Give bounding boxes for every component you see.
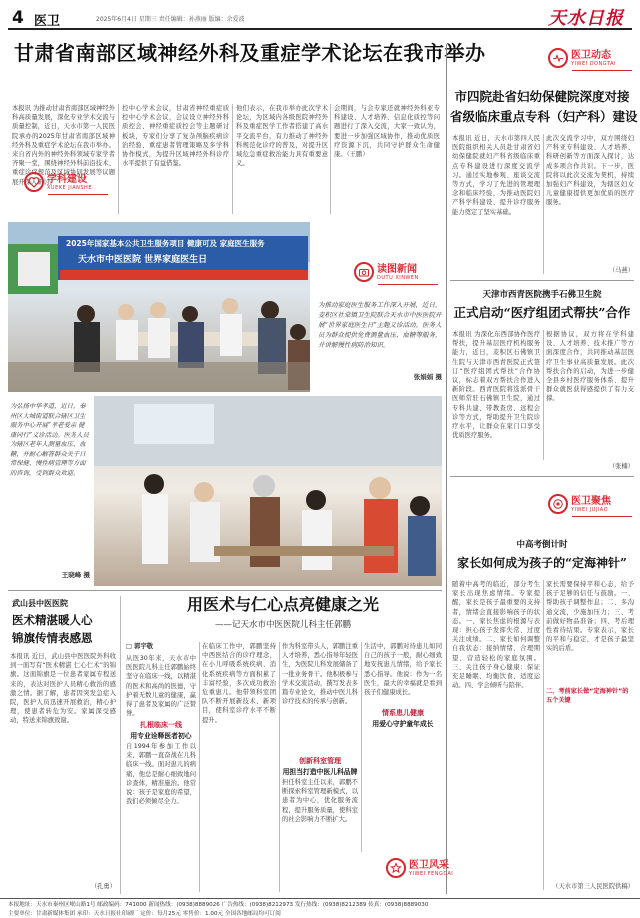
badge-dongtai — [548, 48, 616, 68]
badge-fengcai — [386, 858, 453, 878]
guopeng-col-3: 作为科室带头人，郭鹏注重人才培养，悉心指导年轻医生，为医院儿科发展储备了一批业务骨干。他积极参与学术交流活动，撰写发表多篇专业论文，推动中医儿科诊疗技术的传承与创新。 — [282, 643, 358, 706]
guopeng-sub2: 创新科室管理 — [299, 757, 341, 765]
guopeng-col-2: 在临床工作中，郭鹏坚持中西医结合的诊疗理念，在小儿呼吸系统疾病、消化系统疾病等方面积累了丰富经验，多次成功救治危重患儿。他带领科室团队不断开展新技术、新项目，使科室诊疗水平不断提升。 — [202, 643, 276, 724]
badge-label: 医卫风采 — [409, 859, 449, 871]
rule — [361, 642, 362, 852]
camera-icon — [354, 262, 374, 282]
guopeng-subtitle: ——记天水市中医医院儿科主任郭鹏 — [214, 620, 351, 630]
badge-label: 医卫动态 — [571, 49, 611, 61]
badge-underline — [378, 284, 438, 285]
guopeng-col-4: 担任科室主任以来，郭鹏不断探索科室管理新模式，以患者为中心，优化服务流程，提升服务质量，使科室的社会影响力不断扩大。 — [282, 779, 358, 823]
footer — [0, 898, 640, 918]
badge-underline — [572, 516, 632, 517]
wushan-author: （孔勇） — [90, 883, 116, 890]
badge-sub: YIWEI DONGTAI — [571, 60, 616, 67]
badge-sub: XUEKE JIANSHE — [47, 184, 92, 191]
rule — [120, 596, 121, 894]
xiqing-author: （张楠） — [608, 463, 634, 470]
xiqing-kicker: 天津市西青医院携手石佛卫生院 — [482, 290, 602, 300]
photo-outdoor-event — [8, 222, 310, 392]
badge-label: 医卫聚焦 — [571, 495, 611, 507]
rule — [330, 104, 331, 214]
section-rule — [450, 280, 634, 281]
pulse-icon — [548, 48, 568, 68]
rule — [232, 104, 233, 214]
gaokao-col-1: 随着中高考的临近，部分考生家长出现焦虑情绪。专家提醒，家长是孩子最重要的支持者，情绪会直接影响孩子的状态。一、家长焦虑的根源与表现：担心孩子发挥失常、过度关注成绩。二、家长如何调整自我状态：接纳情绪、合理期望、营造轻松的家庭氛围。三、关注孩子身心健康：保证充足睡眠、均衡饮食、适度运动。四、学会倾听与陪伴。 — [452, 581, 540, 690]
footer-line-2: 主要单位：甘肃新媒体集团 承印：天水日报社印刷厂 定价：每月25元 零售价：1.00元 全国各地邮局均可订阅 — [8, 910, 281, 917]
guopeng-col-1: 从医30年来，天水市中医医院儿科主任郭鹏始终坚守在临床一线，以精湛的医术和高尚的医德，守护着无数儿童的健康，赢得了患者及家属的广泛赞誉。 — [126, 655, 196, 718]
badge-jujiao — [548, 494, 611, 514]
photo-banner-text: 2025年国家基本公共卫生服务项目 健康可及 家庭医生服务 — [66, 239, 265, 248]
gaokao-author: （天水市第三人民医院供稿） — [552, 883, 634, 890]
xiqing-col-2: 根据协议，双方将在学科建设、人才培养、技术推广等方面深度合作，共同推动基层医疗卫生事业高质量发展。此次帮扶合作的启动，为进一步健全县乡村医疗服务体系、提升群众就医获得感提供了有力支撑。 — [546, 331, 634, 403]
caption-photo-2-author: 王晓峰 摄 — [61, 571, 90, 579]
header-rule — [8, 28, 632, 30]
heart-cross-icon — [24, 172, 44, 192]
badge-sub: YIWEI JUJIAO — [571, 506, 609, 513]
badge-underline — [48, 194, 108, 195]
star-icon — [386, 858, 406, 878]
xiqing-col-1: 本报讯 为深化东西部协作医疗帮扶，提升基层医疗机构服务能力，近日，麦积区石佛镇卫生院与天津市西青医院正式签订“医疗组团式帮扶”合作协议，标志着双方帮扶合作进入新阶段。西青医院将选派骨干医师常驻石佛镇卫生院，通过专科共建、带教查房、远程会诊等方式，帮助提升卫生院诊疗水平，让群众在家门口享受优质医疗服务。 — [452, 331, 540, 440]
sisi-col-2: 此次交流学习中，双方围绕妇产科亚专科建设、人才培养、科研创新等方面深入探讨，达成多项合作共识。下一步，医院将以此次交流为契机，持续加强妇产科建设，为辖区妇女儿童健康提供更加优质的医疗服务。 — [546, 135, 634, 207]
section-rule — [450, 476, 634, 477]
sisi-author: （马燕） — [608, 267, 634, 274]
wushan-headline-2: 锦旗传情表感恩 — [12, 631, 93, 645]
rule — [543, 134, 544, 274]
wushan-headline-1: 医术精湛暖人心 — [12, 613, 93, 627]
guopeng-reporter: □ 郭宇敬 — [126, 643, 154, 650]
badge-sub: YIWEI FENGCAI — [409, 870, 454, 877]
gaokao-sub1: 二、考前家长做“定海神针”的五个关键 — [546, 688, 629, 704]
main-col-4: 会期间，与会专家还就神经外科亚专科建设、人才培养、信息化质控等问题进行了深入交流，大家一致认为，要进一步加强区域协作，推动优质医疗资源下沉，共同守护群众生命健康。（王鹏） — [334, 105, 440, 159]
target-icon — [548, 494, 568, 514]
sisi-col-1: 本报讯 近日，天水市第四人民医院组织相关人员赴甘肃省妇幼保健院就妇产科省级临床重点专科建设进行深度交流学习。通过实地参观、座谈交流等方式，学习了先进的管理理念和临床经验，为推动医院妇产科学科建设、提升诊疗服务能力奠定了坚实基础。 — [452, 135, 540, 216]
wushan-kicker: 武山县中医医院 — [12, 599, 68, 608]
gaokao-kicker: 中高考倒计时 — [516, 540, 568, 550]
section-rule — [8, 590, 442, 591]
badge-sub: DUTU XINWEN — [377, 274, 419, 281]
badge-xueke — [24, 172, 92, 192]
guopeng-col-1b: 自1994年参加工作以来，郭鹏一直奋战在儿科临床一线。面对患儿的病痛，他总是耐心细致地问诊查体，精准施治。他常说：孩子是家庭的希望，我们必须倾尽全力。 — [126, 743, 196, 806]
sisi-headline-2: 省级临床重点专科（妇产科）建设 — [450, 109, 638, 124]
photo-banner-text-2: 天水市中医医院 世界家庭医生日 — [78, 255, 208, 265]
caption-photo-2: 为弘扬中华孝道，近日，秦州区大城街道联合辖区卫生服务中心开展“孝老爱亲 健康同行”义诊活动。医务人员为辖区老年人测量血压、血糖，并耐心解答群众关于日常保健、慢性病管理等方面的咨询，受到群众欢迎。 — [10, 403, 89, 477]
page-number: 4 — [12, 8, 24, 28]
badge-label: 读图新闻 — [377, 263, 417, 275]
guopeng-sub3b: 用爱心守护童年成长 — [372, 720, 434, 728]
section-name: 医卫 — [34, 14, 61, 29]
main-col-3: 他们表示，在我市举办此次学术论坛，为区域内各级医院神经外科及重症医学工作者搭建了高水平交流平台，有力推动了神经外科规范化诊疗的普及，对提升区域危急重症救治能力具有重要意义。 — [236, 105, 328, 168]
guopeng-sub1: 扎根临床一线 — [140, 721, 182, 729]
xiqing-headline: 正式启动“医疗组团式帮扶”合作 — [453, 305, 631, 320]
guopeng-sub1b: 用专业诠释医者初心 — [130, 732, 192, 740]
caption-photo-1: 为推动家庭医生服务工作深入开展，近日，麦积区社棠镇卫生院联合天水市中医医院开展“世界家庭医生日”主题义诊活动。医务人员为群众提供免费测量血压、血糖等服务，并讲解慢性病防治知识。 — [318, 301, 442, 349]
newspaper-logo: 天水日报 — [548, 8, 624, 29]
main-col-2: 控中心学术会议，甘肃省神经重症质控中心学术会议，会议设立神经外科质控会、神经重症质控会等主题研讨板块，专家们分享了复杂颅脑疾病诊治经验、重症患者管理策略及多学科协作模式，为提升区域神经外科诊疗水平提供了有益借鉴。 — [122, 105, 229, 168]
gaokao-col-2: 家长需要保持平和心态，给予孩子足够的信任与鼓励。一、帮助孩子调整作息；二、多沟通交流，少施加压力；三、考前做好物品准备；四、考后理性看待结果。专家表示，家长的平和与稳定，才是孩子最坚实的后盾。 — [546, 581, 634, 653]
guopeng-headline: 用医术与仁心点亮健康之光 — [186, 595, 379, 614]
guopeng-sub2b: 用担当打造中医儿科品牌 — [282, 768, 358, 776]
badge-underline — [572, 70, 632, 71]
footer-line-1: 本报地址：天水市秦州区岷山路1号 邮政编码：741000 新闻热线：(0938)8889026 广告热线：(0938)8212973 发行热线：(0938)8212389 传真：(0938)8889030 — [8, 902, 429, 908]
main-headline: 甘肃省南部区域神经外科及重症学术论坛在我市举办 — [14, 41, 486, 65]
gaokao-headline: 家长如何成为孩子的“定海神针” — [457, 556, 627, 570]
main-col-1: 本报讯 为推动甘肃省南部区域神经外科高质量发展，深化专业学术交流与质量控制，近日，天水市第一人民医院承办的2025年甘肃省南部区域神经外科及重症学术论坛在我市举办。来自省内外的神经外科领域专家学者齐聚一堂，围绕神经外科前沿技术、重症诊疗规范及区域协同发展等议题展开深入研讨。 — [12, 105, 115, 186]
issue-meta: 2025年6月4日 星期三 责任编辑：孙燕丽 版编：余爱波 — [96, 16, 245, 23]
sisi-headline-1: 市四院赴省妇幼保健院深度对接 — [454, 89, 630, 104]
rule — [543, 580, 544, 890]
badge-label: 学科建设 — [47, 173, 87, 185]
guopeng-sub3: 情系患儿健康 — [382, 709, 424, 717]
wushan-body: 本报讯 近日，武山县中医医院外科收到一面写有“医术精湛 仁心仁术”的锦旗。这面锦旗是一位患者家属专程送来的，表达对医护人员精心救治的感激之情。据了解，患者因突发急症入院，医护人员迅速开展救治，精心护理，使患者转危为安。家属深受感动，特送来锦旗致谢。 — [10, 653, 116, 725]
guopeng-col-5: 生活中，郭鹏对待患儿如同自己的孩子一般，耐心细致地安抚患儿情绪，给予家长悉心指导。他说：作为一名医生，最大的幸福就是看到孩子们健康成长。 — [364, 643, 442, 697]
photo-indoor-clinic — [94, 396, 442, 586]
rule — [199, 642, 200, 892]
badge-dutu — [354, 262, 419, 282]
main-column-divider — [446, 44, 447, 894]
rule — [279, 642, 280, 892]
caption-photo-1-author: 张娟娟 摄 — [413, 373, 442, 381]
rule — [118, 104, 119, 214]
rule — [543, 330, 544, 460]
